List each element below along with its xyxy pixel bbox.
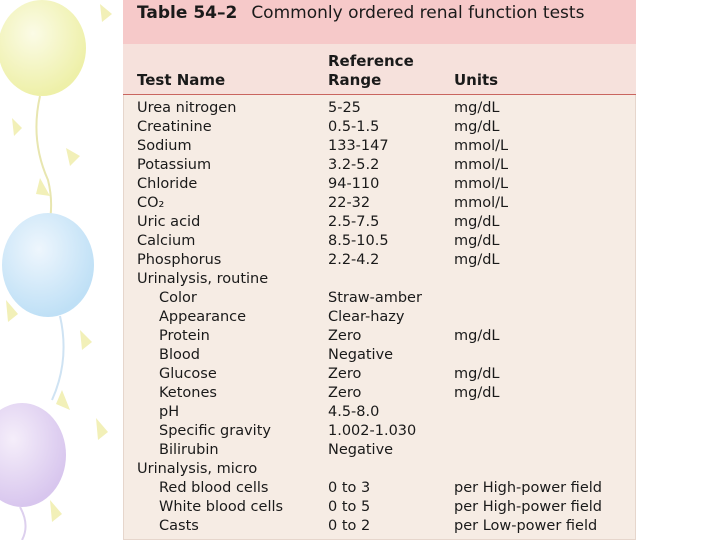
reference-range-cell: Clear-hazy bbox=[328, 309, 405, 325]
table-title bbox=[137, 4, 627, 23]
units-cell: mmol/L bbox=[454, 195, 509, 211]
table-row bbox=[123, 346, 636, 365]
test-name-cell: Uric acid bbox=[137, 214, 201, 230]
test-name-cell: Urea nitrogen bbox=[137, 100, 237, 116]
test-name-cell: pH bbox=[159, 404, 180, 420]
table-row bbox=[123, 422, 636, 441]
reference-range-cell: 2.2-4.2 bbox=[328, 252, 380, 268]
table-row bbox=[123, 327, 636, 346]
scanned-table-page bbox=[123, 0, 636, 540]
table-row bbox=[123, 498, 636, 517]
test-name-cell: Color bbox=[159, 290, 197, 306]
table-number: Table 54–2 bbox=[137, 3, 238, 23]
reference-range-cell: 133-147 bbox=[328, 138, 389, 154]
table-row bbox=[123, 251, 636, 270]
test-name-cell: Calcium bbox=[137, 233, 196, 249]
table-row bbox=[123, 384, 636, 403]
table-row bbox=[123, 194, 636, 213]
table-row bbox=[123, 118, 636, 137]
units-cell: mg/dL bbox=[454, 119, 500, 135]
reference-range-cell: 94-110 bbox=[328, 176, 380, 192]
table-row bbox=[123, 289, 636, 308]
units-cell: mmol/L bbox=[454, 157, 509, 173]
test-name-cell: Red blood cells bbox=[159, 480, 269, 496]
reference-range-cell: 8.5-10.5 bbox=[328, 233, 389, 249]
reference-range-cell: Zero bbox=[328, 366, 362, 382]
table-row bbox=[123, 213, 636, 232]
units-cell: mg/dL bbox=[454, 252, 500, 268]
header-units: Units bbox=[454, 71, 499, 89]
units-cell: mg/dL bbox=[454, 366, 500, 382]
reference-range-cell: 0 to 5 bbox=[328, 499, 371, 515]
table-title-text: Commonly ordered renal function tests bbox=[251, 3, 585, 23]
reference-range-cell: 22-32 bbox=[328, 195, 371, 211]
table-row bbox=[123, 517, 636, 536]
test-name-cell: Urinalysis, routine bbox=[137, 271, 269, 287]
table-body bbox=[123, 99, 636, 536]
table-row bbox=[123, 156, 636, 175]
reference-range-cell: 2.5-7.5 bbox=[328, 214, 380, 230]
table-row bbox=[123, 365, 636, 384]
units-cell: mg/dL bbox=[454, 100, 500, 116]
test-name-cell: Chloride bbox=[137, 176, 198, 192]
units-cell: mg/dL bbox=[454, 233, 500, 249]
reference-range-cell: 0 to 2 bbox=[328, 518, 371, 534]
test-name-cell: Urinalysis, micro bbox=[137, 461, 258, 477]
table-row bbox=[123, 479, 636, 498]
reference-range-cell: 0 to 3 bbox=[328, 480, 371, 496]
units-cell: mmol/L bbox=[454, 138, 509, 154]
header-test-name: Test Name bbox=[137, 71, 226, 89]
purple-balloon bbox=[0, 403, 66, 507]
units-cell: mmol/L bbox=[454, 176, 509, 192]
blue-balloon bbox=[2, 213, 94, 317]
test-name-cell: Sodium bbox=[137, 138, 192, 154]
test-name-cell: Protein bbox=[159, 328, 210, 344]
test-name-cell: Phosphorus bbox=[137, 252, 222, 268]
units-cell: per Low-power field bbox=[454, 518, 598, 534]
units-cell: per High-power field bbox=[454, 499, 602, 515]
units-cell: mg/dL bbox=[454, 328, 500, 344]
reference-range-cell: 4.5-8.0 bbox=[328, 404, 380, 420]
reference-range-cell: 1.002-1.030 bbox=[328, 423, 417, 439]
test-name-cell: White blood cells bbox=[159, 499, 284, 515]
table-row bbox=[123, 232, 636, 251]
units-cell: per High-power field bbox=[454, 480, 602, 496]
table-row bbox=[123, 137, 636, 156]
balloon-decoration bbox=[0, 0, 130, 540]
column-header-band bbox=[123, 44, 636, 95]
test-name-cell: CO₂ bbox=[137, 195, 165, 211]
table-row bbox=[123, 270, 636, 289]
header-reference-range: Reference Range bbox=[328, 52, 414, 89]
table-row bbox=[123, 403, 636, 422]
reference-range-cell: 0.5-1.5 bbox=[328, 119, 380, 135]
test-name-cell: Bilirubin bbox=[159, 442, 219, 458]
test-name-cell: Blood bbox=[159, 347, 200, 363]
reference-range-cell: Zero bbox=[328, 328, 362, 344]
table-row bbox=[123, 99, 636, 118]
test-name-cell: Ketones bbox=[159, 385, 217, 401]
test-name-cell: Potassium bbox=[137, 157, 212, 173]
reference-range-cell: Negative bbox=[328, 442, 394, 458]
test-name-cell: Creatinine bbox=[137, 119, 212, 135]
test-name-cell: Glucose bbox=[159, 366, 217, 382]
test-name-cell: Appearance bbox=[159, 309, 247, 325]
reference-range-cell: Zero bbox=[328, 385, 362, 401]
reference-range-cell: 5-25 bbox=[328, 100, 361, 116]
table-row bbox=[123, 175, 636, 194]
reference-range-cell: 3.2-5.2 bbox=[328, 157, 380, 173]
units-cell: mg/dL bbox=[454, 385, 500, 401]
test-name-cell: Casts bbox=[159, 518, 199, 534]
yellow-balloon bbox=[0, 0, 86, 96]
table-row bbox=[123, 460, 636, 479]
units-cell: mg/dL bbox=[454, 214, 500, 230]
test-name-cell: Specific gravity bbox=[159, 423, 271, 439]
reference-range-cell: Straw-amber bbox=[328, 290, 422, 306]
reference-range-cell: Negative bbox=[328, 347, 394, 363]
table-row bbox=[123, 441, 636, 460]
table-row bbox=[123, 308, 636, 327]
